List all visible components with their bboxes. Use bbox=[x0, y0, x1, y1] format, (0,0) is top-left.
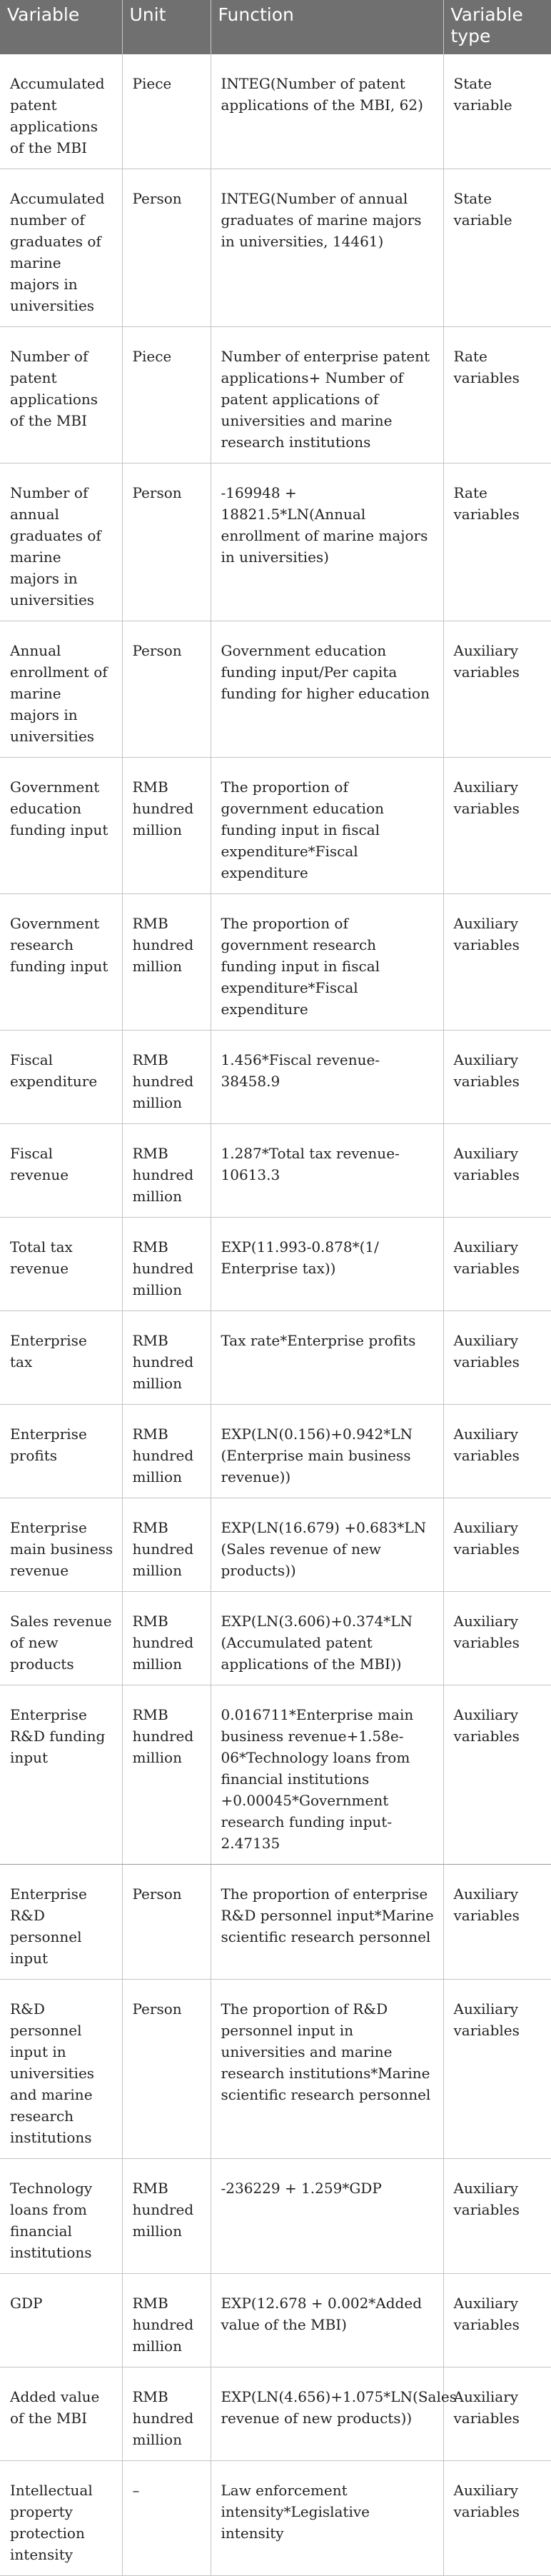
cell-function: 1.287*Total tax revenue-10613.3 bbox=[211, 1124, 443, 1218]
table-row bbox=[0, 1218, 551, 1311]
cell-unit: RMB hundred million bbox=[122, 2367, 211, 2461]
table-row bbox=[0, 1592, 551, 1685]
cell-variable: Enterprise R&D funding input bbox=[0, 1685, 122, 1865]
cell-variable-type: Auxiliary variables bbox=[443, 1218, 551, 1311]
cell-unit: Person bbox=[122, 1980, 211, 2159]
cell-variable: Enterprise R&D personnel input bbox=[0, 1865, 122, 1980]
cell-variable: Accumulated number of graduates of marine majors in universities bbox=[0, 169, 122, 327]
cell-variable-type: Auxiliary variables bbox=[443, 1865, 551, 1980]
cell-unit: Piece bbox=[122, 327, 211, 463]
cell-variable-type: Auxiliary variables bbox=[443, 2274, 551, 2367]
cell-function: Tax rate*Enterprise profits bbox=[211, 1311, 443, 1405]
cell-function: EXP(LN(16.679) +0.683*LN (Sales revenue of new products)) bbox=[211, 1498, 443, 1592]
cell-function: 1.456*Fiscal revenue-38458.9 bbox=[211, 1031, 443, 1124]
cell-variable: Enterprise main business revenue bbox=[0, 1498, 122, 1592]
cell-variable-type: Rate variables bbox=[443, 463, 551, 621]
cell-variable-type: Rate variables bbox=[443, 327, 551, 463]
cell-variable: Number of patent applications of the MBI bbox=[0, 327, 122, 463]
cell-variable: Government research funding input bbox=[0, 894, 122, 1031]
cell-variable-type: Auxiliary variables bbox=[443, 1980, 551, 2159]
cell-function: Law enforcement intensity*Legislative intensity bbox=[211, 2461, 443, 2576]
cell-function: 0.016711*Enterprise main business revenue+1.58e-06*Technology loans from financial institutions +0.00045*Government research funding input-2.47135 bbox=[211, 1685, 443, 1865]
cell-function: The proportion of government research funding input in fiscal expenditure*Fiscal expenditure bbox=[211, 894, 443, 1031]
cell-variable-type: Auxiliary variables bbox=[443, 2367, 551, 2461]
cell-variable-type: Auxiliary variables bbox=[443, 1311, 551, 1405]
cell-variable: R&D personnel input in universities and marine research institutions bbox=[0, 1980, 122, 2159]
header-unit: Unit bbox=[122, 0, 211, 54]
cell-unit: Person bbox=[122, 621, 211, 758]
cell-variable-type: Auxiliary variables bbox=[443, 1124, 551, 1218]
cell-function: The proportion of R&D personnel input in universities and marine research institutions*Marine scientific research personnel bbox=[211, 1980, 443, 2159]
cell-variable: Sales revenue of new products bbox=[0, 1592, 122, 1685]
cell-unit: RMB hundred million bbox=[122, 894, 211, 1031]
cell-function: EXP(11.993-0.878*(1/ Enterprise tax)) bbox=[211, 1218, 443, 1311]
header-row bbox=[0, 0, 551, 54]
table-row bbox=[0, 1865, 551, 1980]
cell-variable-type: Auxiliary variables bbox=[443, 758, 551, 894]
table-row bbox=[0, 1980, 551, 2159]
table-row bbox=[0, 2274, 551, 2367]
cell-variable: Added value of the MBI bbox=[0, 2367, 122, 2461]
table-row bbox=[0, 1685, 551, 1865]
cell-variable: Government education funding input bbox=[0, 758, 122, 894]
table-row bbox=[0, 169, 551, 327]
cell-variable: Enterprise profits bbox=[0, 1405, 122, 1498]
cell-variable: GDP bbox=[0, 2274, 122, 2367]
cell-function: EXP(LN(3.606)+0.374*LN (Accumulated patent applications of the MBI)) bbox=[211, 1592, 443, 1685]
cell-function: INTEG(Number of annual graduates of marine majors in universities, 14461) bbox=[211, 169, 443, 327]
cell-unit: RMB hundred million bbox=[122, 1124, 211, 1218]
cell-variable: Intellectual property protection intensity bbox=[0, 2461, 122, 2576]
cell-variable-type: Auxiliary variables bbox=[443, 2159, 551, 2274]
cell-unit: RMB hundred million bbox=[122, 1311, 211, 1405]
cell-function: EXP(12.678 + 0.002*Added value of the MBI) bbox=[211, 2274, 443, 2367]
table-row bbox=[0, 621, 551, 758]
cell-unit: – bbox=[122, 2461, 211, 2576]
table-row bbox=[0, 758, 551, 894]
cell-variable-type: Auxiliary variables bbox=[443, 621, 551, 758]
cell-function: INTEG(Number of patent applications of the MBI, 62) bbox=[211, 54, 443, 169]
cell-function: EXP(LN(4.656)+1.075*LN(Sales revenue of new products)) bbox=[211, 2367, 443, 2461]
table-body bbox=[0, 54, 551, 2576]
header-variable-type: Variable type bbox=[443, 0, 551, 54]
cell-variable-type: Auxiliary variables bbox=[443, 1405, 551, 1498]
cell-unit: RMB hundred million bbox=[122, 2159, 211, 2274]
cell-unit: Piece bbox=[122, 54, 211, 169]
cell-unit: RMB hundred million bbox=[122, 1031, 211, 1124]
cell-variable-type: Auxiliary variables bbox=[443, 1592, 551, 1685]
header-function: Function bbox=[211, 0, 443, 54]
cell-function: Number of enterprise patent applications+ Number of patent applications of universities and marine research institutions bbox=[211, 327, 443, 463]
cell-function: EXP(LN(0.156)+0.942*LN (Enterprise main business revenue)) bbox=[211, 1405, 443, 1498]
cell-function: The proportion of government education funding input in fiscal expenditure*Fiscal expenditure bbox=[211, 758, 443, 894]
table-row bbox=[0, 2461, 551, 2576]
cell-variable: Annual enrollment of marine majors in universities bbox=[0, 621, 122, 758]
cell-variable-type: Auxiliary variables bbox=[443, 894, 551, 1031]
cell-unit: RMB hundred million bbox=[122, 1405, 211, 1498]
cell-unit: RMB hundred million bbox=[122, 2274, 211, 2367]
table-row bbox=[0, 2367, 551, 2461]
table-row bbox=[0, 327, 551, 463]
cell-unit: RMB hundred million bbox=[122, 1685, 211, 1865]
cell-variable: Fiscal revenue bbox=[0, 1124, 122, 1218]
table-row bbox=[0, 463, 551, 621]
cell-unit: Person bbox=[122, 1865, 211, 1980]
cell-function: -169948 + 18821.5*LN(Annual enrollment of marine majors in universities) bbox=[211, 463, 443, 621]
cell-variable: Fiscal expenditure bbox=[0, 1031, 122, 1124]
cell-variable-type: Auxiliary variables bbox=[443, 1685, 551, 1865]
cell-unit: RMB hundred million bbox=[122, 758, 211, 894]
cell-unit: Person bbox=[122, 463, 211, 621]
cell-variable: Technology loans from financial institutions bbox=[0, 2159, 122, 2274]
table-row bbox=[0, 2159, 551, 2274]
cell-unit: RMB hundred million bbox=[122, 1592, 211, 1685]
cell-variable-type: Auxiliary variables bbox=[443, 2461, 551, 2576]
table-row bbox=[0, 1405, 551, 1498]
cell-variable: Enterprise tax bbox=[0, 1311, 122, 1405]
cell-unit: RMB hundred million bbox=[122, 1498, 211, 1592]
cell-variable: Total tax revenue bbox=[0, 1218, 122, 1311]
table-row bbox=[0, 1498, 551, 1592]
cell-function: -236229 + 1.259*GDP bbox=[211, 2159, 443, 2274]
table-row bbox=[0, 1124, 551, 1218]
cell-variable-type: State variable bbox=[443, 169, 551, 327]
cell-variable-type: Auxiliary variables bbox=[443, 1498, 551, 1592]
cell-unit: Person bbox=[122, 169, 211, 327]
table-row bbox=[0, 1311, 551, 1405]
cell-function: The proportion of enterprise R&D personnel input*Marine scientific research personnel bbox=[211, 1865, 443, 1980]
cell-variable-type: Auxiliary variables bbox=[443, 1031, 551, 1124]
header-variable: Variable bbox=[0, 0, 122, 54]
cell-function: Government education funding input/Per capita funding for higher education bbox=[211, 621, 443, 758]
cell-variable: Accumulated patent applications of the MBI bbox=[0, 54, 122, 169]
table-row bbox=[0, 894, 551, 1031]
cell-variable-type: State variable bbox=[443, 54, 551, 169]
cell-variable: Number of annual graduates of marine majors in universities bbox=[0, 463, 122, 621]
cell-unit: RMB hundred million bbox=[122, 1218, 211, 1311]
table-row bbox=[0, 54, 551, 169]
table-row bbox=[0, 1031, 551, 1124]
